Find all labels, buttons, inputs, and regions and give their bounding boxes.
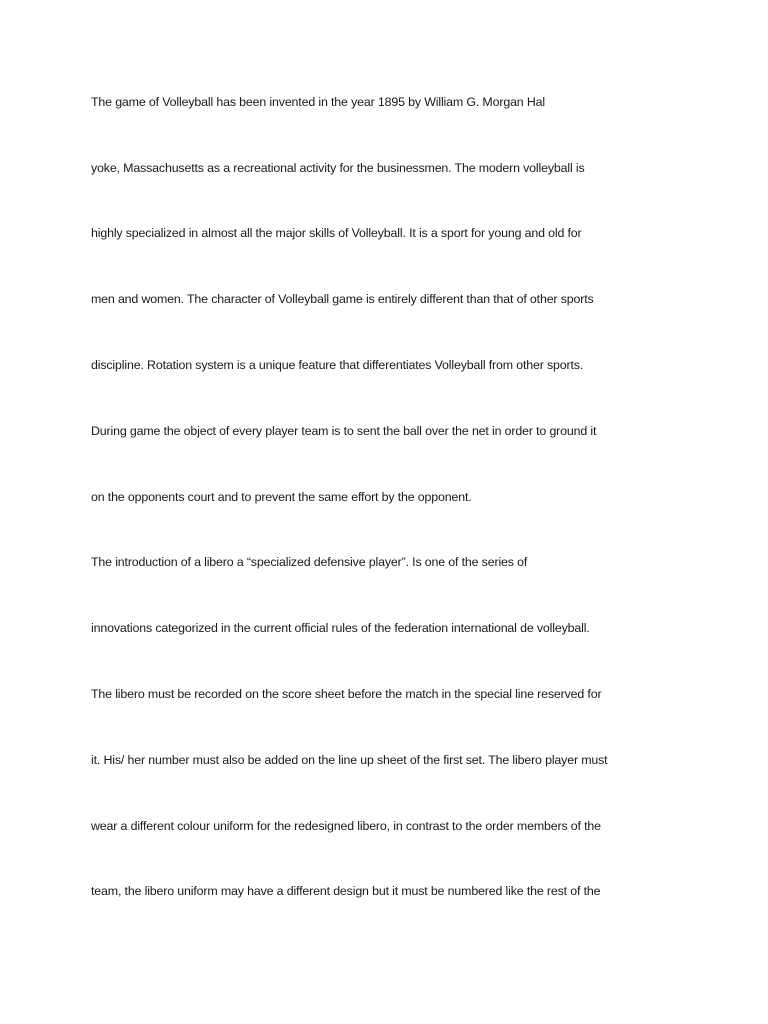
text-line-2: yoke, Massachusetts as a recreational activity for the businessmen. The modern volleyball is: [91, 161, 585, 175]
text-line-4: men and women. The character of Volleyball game is entirely different than that of other sports: [91, 292, 594, 306]
text-line-3: highly specialized in almost all the major skills of Volleyball. It is a sport for young and old for: [91, 226, 582, 240]
text-line-1: The game of Volleyball has been invented in the year 1895 by William G. Morgan Hal: [91, 95, 545, 109]
text-line-6: During game the object of every player team is to sent the ball over the net in order to ground it: [91, 424, 597, 438]
text-line-5: discipline. Rotation system is a unique feature that differentiates Volleyball from other sports.: [91, 358, 584, 372]
text-line-7: on the opponents court and to prevent the same effort by the opponent.: [91, 490, 472, 504]
text-line-13: team, the libero uniform may have a different design but it must be numbered like the rest of the: [91, 884, 601, 898]
text-line-10: The libero must be recorded on the score sheet before the match in the special line reserved for: [91, 687, 602, 701]
text-line-12: wear a different colour uniform for the redesigned libero, in contrast to the order members of the: [91, 819, 601, 833]
text-line-11: it. His/ her number must also be added on the line up sheet of the first set. The libero player must: [91, 753, 608, 767]
text-line-8: The introduction of a libero a “specialized defensive player”. Is one of the series of: [91, 555, 528, 569]
text-line-9: innovations categorized in the current official rules of the federation international de volleyball.: [91, 621, 590, 635]
